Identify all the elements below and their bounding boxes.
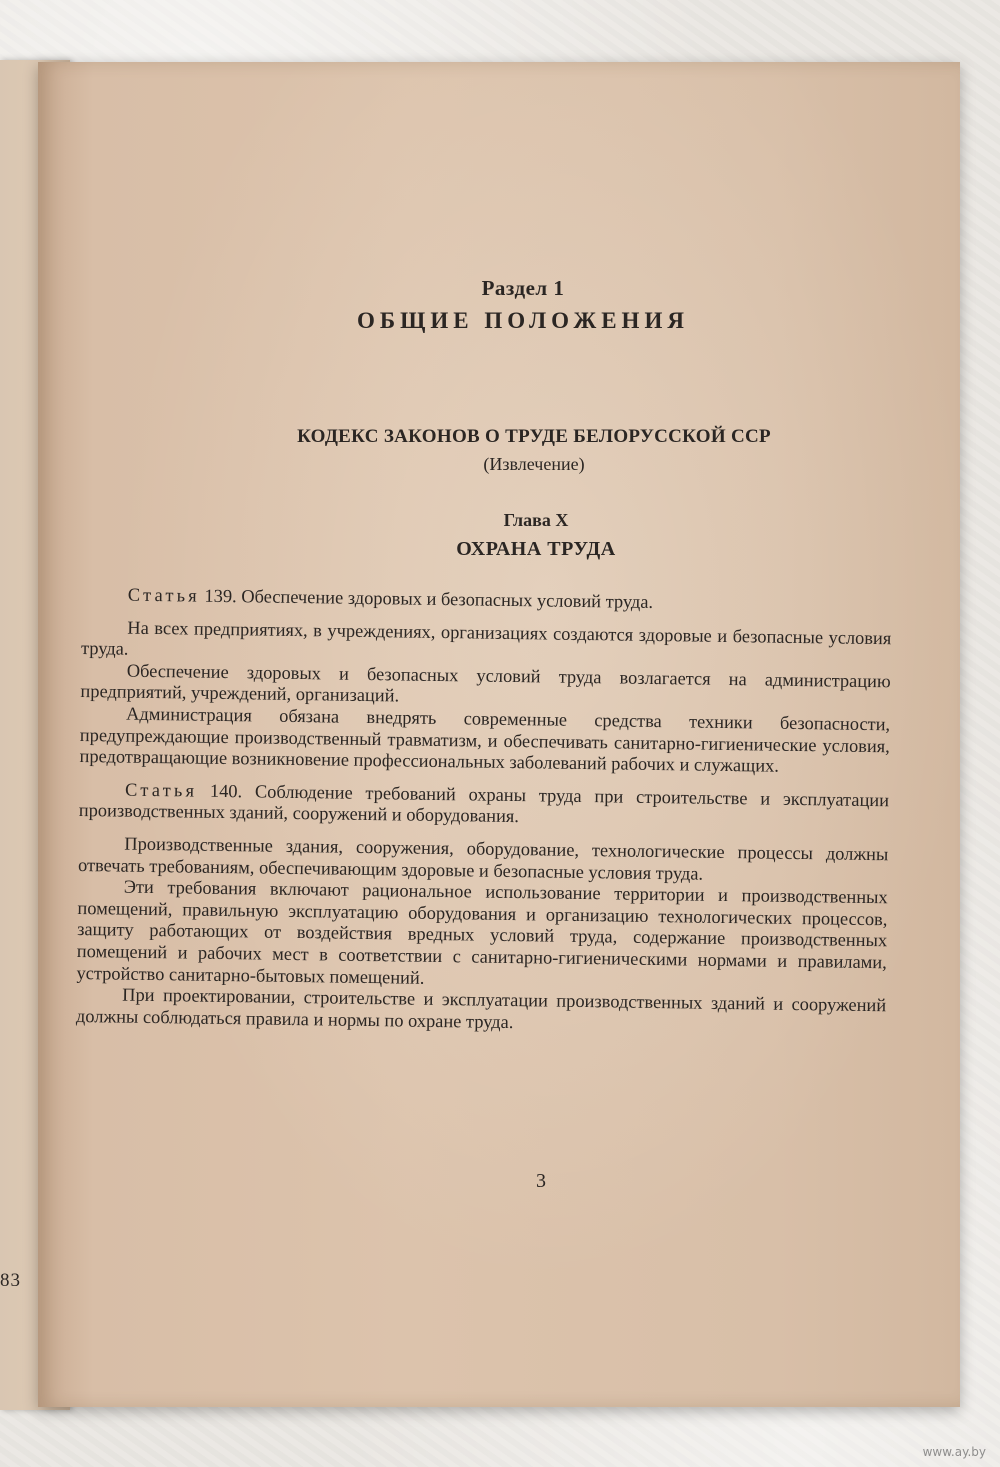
article-label: Статья	[127, 584, 201, 606]
paragraph: Эти требования включают рациональное использование территории и производственных помещений, правильную эксплуатацию оборудования и организацию технологических процессов, защиту работающих от воздействия вредных условий труда, содержание производственных помещений и рабочих мест в соответствии с санитарно-гигиеническими нормами и правилами, устройство санитарно-бытовых помещений.	[76, 876, 888, 988]
chapter-title: ОХРАНА ТРУДА	[456, 538, 616, 560]
paragraph: Администрация обязана внедрять современные средства техники безопасности, предупреждающие производственный травматизм, и обеспечивать санитарно-гигиенические условия, предотвращающие возникновение профессиональных заболеваний рабочих и служащих.	[79, 703, 891, 776]
paragraph: На всех предприятиях, в учреждениях, организациях создаются здоровые и безопасные условия труда.	[80, 617, 892, 659]
paragraph: Производственные здания, сооружения, оборудование, технологические процессы должны отвечать требованиям, обеспечивающим здоровые и безопасные условия труда.	[77, 833, 889, 884]
chapter-label: Глава X	[503, 510, 569, 530]
article-label: Статья	[124, 779, 198, 801]
watermark: www.ay.by	[922, 1445, 986, 1459]
section-title: ОБЩИЕ ПОЛОЖЕНИЯ	[357, 308, 689, 333]
book-page	[38, 62, 960, 1407]
page-number: 3	[536, 1170, 546, 1192]
paragraph: При проектировании, строительстве и эксплуатации производственных зданий и сооружений должны соблюдаться правила и нормы по охране труда.	[75, 984, 887, 1032]
left-page-number: 83	[0, 1270, 21, 1291]
paragraph: Обеспечение здоровых и безопасных условий труда возлагается на администрацию предприятий, учреждений, организаций.	[80, 660, 891, 706]
section-label: Раздел 1	[481, 276, 565, 300]
article-heading-text: 139. Обеспечение здоровых и безопасных условий труда.	[204, 585, 654, 612]
article-heading-text: 140. Соблюдение требований охраны труда при строительстве и эксплуатации производственных зданий, сооружений и оборудования.	[78, 780, 890, 827]
article-139-heading	[82, 584, 892, 617]
article-140-heading	[79, 779, 890, 833]
code-title: КОДЕКС ЗАКОНОВ О ТРУДЕ БЕЛОРУССКОЙ ССР	[297, 426, 771, 447]
article-body	[76, 584, 892, 1039]
code-subtitle: (Извлечение)	[483, 454, 585, 474]
